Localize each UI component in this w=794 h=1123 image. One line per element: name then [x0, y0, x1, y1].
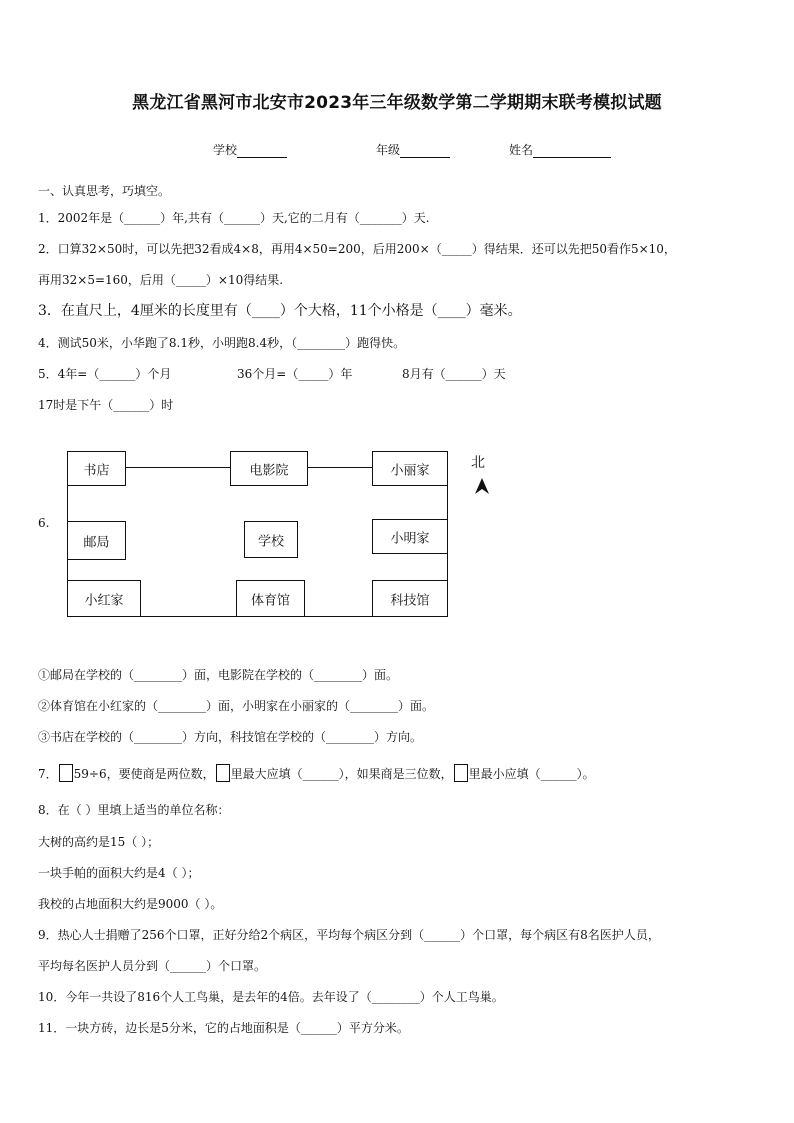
question-1: 1．2002年是（______）年,共有（______）天,它的二月有（_______）天.: [38, 211, 430, 225]
question-3: 3．在直尺上，4厘米的长度里有（____）个大格，11个小格是（____）毫米。: [38, 303, 522, 319]
question-5-part1: 5．4年=（______）个月: [38, 367, 172, 381]
question-7-part3: 里最小应填（______）。: [468, 767, 595, 781]
question-8-1: 大树的高约是15（ ）；: [38, 835, 160, 849]
question-7-part1: 59÷6，要使商是两位数，: [73, 767, 215, 781]
question-5-part4: 17时是下午（______）时: [38, 398, 174, 412]
map-xiaohong: 小红家: [67, 580, 141, 617]
question-7: [38, 764, 595, 782]
map-xiaoli: 小丽家: [372, 451, 448, 486]
question-2-line1: 2．口算32×50时，可以先把32看成4×8，再用4×50=200，后用200×（_____）得结果．还可以先把50看作5×10，: [38, 242, 676, 256]
name-label: 姓名: [509, 143, 534, 157]
school-label: 学校: [213, 143, 238, 157]
map-tiyuguan: 体育馆: [236, 580, 305, 617]
map-kejiguan: 科技馆: [372, 580, 448, 617]
question-6-1: ①邮局在学校的（________）面，电影院在学校的（________）面。: [38, 668, 399, 682]
map-xiaoming: 小明家: [372, 519, 448, 554]
question-2-line2: 再用32×5=160，后用（_____）×10得结果.: [38, 273, 284, 287]
map-xuexiao: 学校: [244, 521, 298, 558]
question-4: 4．测试50米，小华跑了8.1秒，小明跑8.4秒，（________）跑得快。: [38, 336, 406, 350]
north-label: 北: [471, 455, 485, 471]
grade-label: 年级: [376, 143, 401, 157]
name-field: [509, 141, 611, 158]
school-field: [213, 141, 287, 158]
question-6-3: ③书店在学校的（________）方向，科技馆在学校的（________）方向。: [38, 730, 423, 744]
question-11: 11．一块方砖，边长是5分米，它的占地面积是（______）平方分米。: [38, 1021, 409, 1035]
question-7-num: 7．: [38, 767, 58, 781]
question-9-line1: 9．热心人士捐赠了256个口罩，正好分给2个病区，平均每个病区分到（______）个口罩，每个病区有8名医护人员，: [38, 928, 660, 942]
question-8-2: 一块手帕的面积大约是4（ ）；: [38, 866, 200, 880]
question-10: 10．今年一共设了816个人工鸟巢，是去年的4倍。去年设了（________）个人工鸟巢。: [38, 990, 504, 1004]
question-6-2: ②体育馆在小红家的（________）面，小明家在小丽家的（________）面。: [38, 699, 435, 713]
blank-square-icon: [59, 764, 73, 782]
grade-blank[interactable]: [400, 144, 450, 158]
question-5-part3: 8月有（______）天: [402, 367, 506, 381]
question-6-number: 6.: [38, 516, 50, 530]
question-8-3: 我校的占地面积大约是9000（ ）。: [38, 897, 223, 911]
question-7-part2: 里最大应填（______），如果商是三位数，: [230, 767, 453, 781]
question-8: 8．在（ ）里填上适当的单位名称：: [38, 803, 230, 817]
north-arrow-icon: [474, 477, 490, 495]
page-title: 黑龙江省黑河市北安市2023年三年级数学第二学期期末联考模拟试题: [132, 93, 662, 113]
question-9-line2: 平均每名医护人员分到（______）个口罩。: [38, 959, 267, 973]
map-dianyingyuan: 电影院: [230, 451, 308, 486]
blank-square-icon: [216, 764, 230, 782]
grade-field: [376, 141, 450, 158]
section-heading: 一、认真思考，巧填空。: [38, 184, 171, 198]
name-blank[interactable]: [533, 144, 611, 158]
map-shudian: 书店: [67, 451, 126, 486]
map-youju: 邮局: [67, 521, 126, 560]
blank-square-icon: [454, 764, 468, 782]
school-blank[interactable]: [237, 144, 287, 158]
question-5-part2: 36个月=（_____）年: [237, 367, 353, 381]
